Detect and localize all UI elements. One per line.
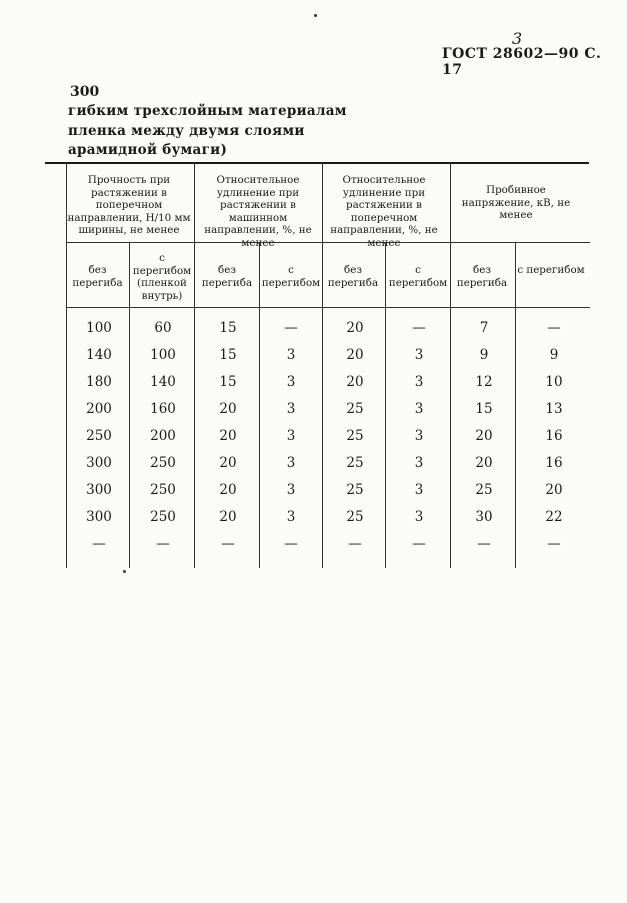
group-header-machine-elongation: Относительное удлинение при растяжении в машинном направлении, %, не менее [204,174,312,249]
table-cell: 3 [286,401,296,417]
table-cell: 20 [475,455,493,471]
subheader-no-fold: без перегиба [327,264,379,289]
table-cell: 9 [479,347,489,363]
table-cell: 300 [86,482,112,498]
table-cell: 20 [346,347,364,363]
table-cell: 3 [414,482,424,498]
subheader-no-fold: без перегиба [201,264,253,289]
subheader-folded-film-inside: с перегибом (пленкой внутрь) [132,252,192,302]
column-border [322,164,323,568]
table-cell: 20 [219,401,237,417]
table-cell: — [284,320,298,336]
table-cell: 20 [346,320,364,336]
continuation-line: пленка между двумя слоями [68,122,305,139]
group-header-breakdown-voltage: Пробивное напряжение, кВ, не менее [461,184,571,221]
subheader-no-fold: без перегиба [72,264,123,289]
table-cell: 10 [545,374,563,390]
table-cell: 20 [219,509,237,525]
table-cell: 15 [219,374,237,390]
table-cell: 3 [286,428,296,444]
table-cell: 20 [545,482,563,498]
table-cell: — [547,536,561,552]
table-cell: — [156,536,170,552]
table-cell: 30 [475,509,493,525]
table-cell: 100 [86,320,112,336]
table-cell: 3 [286,347,296,363]
table-cell: 7 [479,320,489,336]
table-cell: 25 [346,482,364,498]
table-cell: 3 [286,455,296,471]
column-border [66,164,67,568]
table-cell: — [412,536,426,552]
column-border [450,164,451,568]
table-cell: 15 [475,401,493,417]
table-cell: 20 [475,428,493,444]
continuation-line: арамидной бумаги) [68,142,228,158]
table-cell: 3 [414,347,424,363]
group-header-transverse-elongation: Относительное удлинение при растяжении в поперечном направлении, %, не менее [330,174,438,249]
table-cell: 160 [150,401,176,417]
column-border [194,164,195,568]
table-cell: 140 [86,347,112,363]
table-cell: 9 [549,347,559,363]
table-cell: 300 [86,509,112,525]
subheader-folded: с перегибом [517,264,585,276]
header-bottom-rule [66,307,590,308]
group-header-transverse-strength: Прочность при растяжении в поперечном направлении, Н/10 мм ширины, не менее [67,174,191,236]
table-cell: 250 [150,509,176,525]
table-cell: 250 [150,455,176,471]
table-cell: 15 [219,320,237,336]
table-cell: 140 [150,374,176,390]
table-cell: 3 [414,374,424,390]
table-cell: — [92,536,106,552]
table-cell: 15 [219,347,237,363]
column-border [259,242,260,568]
table-cell: 300 [86,455,112,471]
table-cell: 12 [475,374,493,390]
table-cell: — [221,536,235,552]
table-cell: 13 [545,401,563,417]
table-top-rule [45,162,589,164]
table-cell: 3 [414,455,424,471]
table-cell: 20 [346,374,364,390]
table-cell: 20 [219,455,237,471]
table-cell: 16 [545,455,563,471]
table-cell: — [348,536,362,552]
table-cell: 25 [346,509,364,525]
table-cell: 25 [346,455,364,471]
table-cell: 25 [346,401,364,417]
continuation-line: гибким трехслойным материалам [68,103,347,119]
speck-mark [314,14,317,17]
table-cell: — [547,320,561,336]
subheader-no-fold: без перегиба [456,264,508,289]
table-cell: 3 [414,428,424,444]
table-cell: 20 [219,482,237,498]
table-cell: 60 [154,320,172,336]
column-border [515,242,516,568]
table-cell: 3 [286,509,296,525]
table-cell: 3 [286,482,296,498]
table-cell: — [284,536,298,552]
table-cell: 200 [150,428,176,444]
table-cell: 180 [86,374,112,390]
table-cell: 250 [86,428,112,444]
table-cell: 22 [545,509,563,525]
column-border [385,242,386,568]
table-cell: — [412,320,426,336]
table-cell: 3 [414,401,424,417]
subheader-folded: с перегибом [388,264,448,289]
page-number: 300 [70,84,100,100]
table-cell: 25 [475,482,493,498]
header-divider [66,242,590,243]
gost-page-header: ГОСТ 28602—90 С. 17 [442,46,602,78]
table-cell: 3 [414,509,424,525]
table-cell: — [477,536,491,552]
speck-mark [123,570,126,573]
table-cell: 100 [150,347,176,363]
table-cell: 250 [150,482,176,498]
table-cell: 20 [219,428,237,444]
table-cell: 16 [545,428,563,444]
handwritten-mark: 3 [512,29,523,48]
table-cell: 25 [346,428,364,444]
table-cell: 200 [86,401,112,417]
table-cell: 3 [286,374,296,390]
subheader-folded: с перегибом [261,264,321,289]
continuation-text [68,102,347,161]
